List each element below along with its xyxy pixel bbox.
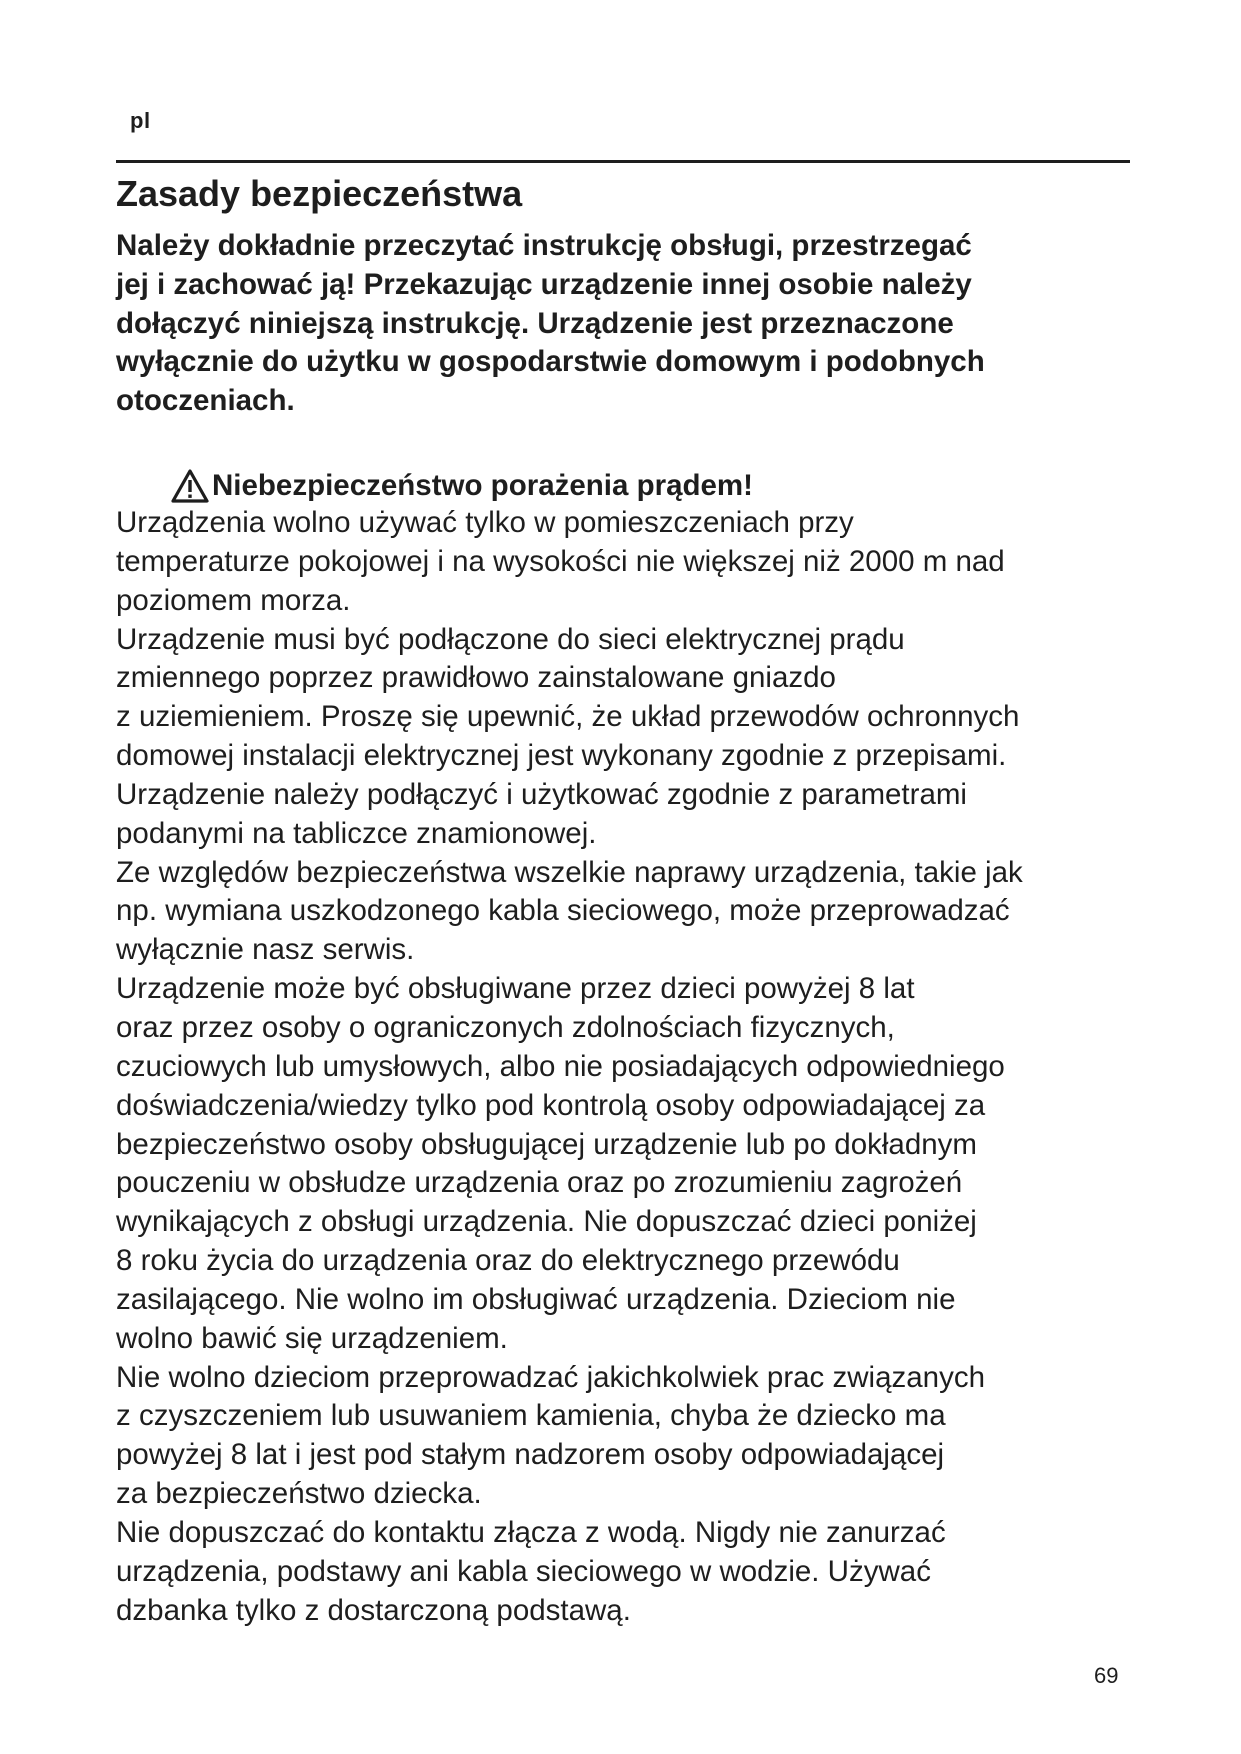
body-line: temperaturze pokojowej i na wysokości nie większej niż 2000 m nad [116, 544, 1005, 578]
body-line: Urządzenia wolno używać tylko w pomieszczeniach przy [116, 506, 854, 539]
body-line: Ze względów bezpieczeństwa wszelkie naprawy urządzenia, takie jak [116, 855, 1023, 889]
body-line: za bezpieczeństwo dziecka. [116, 1477, 482, 1511]
body-line: Urządzenie może być obsługiwane przez dzieci powyżej 8 lat [116, 972, 915, 1006]
body-line: Nie dopuszczać do kontaktu złącza z wodą. Nigdy nie zanurzać [116, 1515, 946, 1549]
body-line: doświadczenia/wiedzy tylko pod kontrolą osoby odpowiadającej za [116, 1088, 986, 1122]
body-line: Nie wolno dzieciom przeprowadzać jakichkolwiek prac związanych [116, 1360, 985, 1394]
body-line: domowej instalacji elektrycznej jest wykonany zgodnie z przepisami. [116, 739, 1007, 773]
body-line: zasilającego. Nie wolno im obsługiwać urządzenia. Dzieciom nie [116, 1282, 956, 1316]
body-line: 8 roku życia do urządzenia oraz do elektrycznego przewódu [116, 1244, 900, 1278]
body-line: z uziemieniem. Proszę się upewnić, że układ przewodów ochronnych [116, 700, 1020, 734]
intro-line: otoczeniach. [116, 384, 295, 418]
language-code: pl [130, 108, 151, 133]
intro-line: dołączyć niniejszą instrukcję. Urządzenie jest przeznaczone [116, 306, 954, 340]
page-number: 69 [1094, 1663, 1119, 1688]
body-line: oraz przez osoby o ograniczonych zdolnościach fizycznych, [116, 1010, 895, 1044]
body-line: powyżej 8 lat i jest pod stałym nadzorem osoby odpowiadającej [116, 1438, 945, 1472]
body-line: bezpieczeństwo osoby obsługującej urządzenie lub po dokładnym [116, 1127, 977, 1161]
body-line: zmiennego poprzez prawidłowo zainstalowane gniazdo [116, 661, 836, 695]
header-divider [116, 160, 1130, 163]
body-line: czuciowych lub umysłowych, albo nie posiadających odpowiedniego [116, 1049, 1005, 1083]
intro-line: jej i zachować ją! Przekazując urządzenie innej osobie należy [116, 267, 972, 301]
body-line: pouczeniu w obsłudze urządzenia oraz po zrozumieniu zagrożeń [116, 1166, 963, 1200]
body-line: wyłącznie nasz serwis. [116, 933, 415, 967]
body-line: Urządzenie musi być podłączone do sieci elektrycznej prądu [116, 622, 905, 656]
body-line: z czyszczeniem lub usuwaniem kamienia, chyba że dziecko ma [116, 1399, 946, 1433]
body-line: dzbanka tylko z dostarczoną podstawą. [116, 1593, 631, 1627]
body-line: urządzenia, podstawy ani kabla sieciowego w wodzie. Używać [116, 1554, 931, 1588]
body-line: poziomem morza. [116, 583, 351, 617]
body-line: wynikających z obsługi urządzenia. Nie dopuszczać dzieci poniżej [116, 1205, 977, 1239]
body-line: podanymi na tabliczce znamionowej. [116, 816, 597, 850]
intro-paragraph [116, 227, 1156, 421]
body-line: Urządzenie należy podłączyć i użytkować zgodnie z parametrami [116, 777, 967, 811]
safety-body-text [116, 504, 1176, 1630]
body-line: np. wymiana uszkodzonego kabla sieciowego, może przeprowadzać [116, 894, 1010, 928]
intro-line: Należy dokładnie przeczytać instrukcję obsługi, przestrzegać [116, 229, 972, 262]
body-line: wolno bawić się urządzeniem. [116, 1321, 508, 1355]
intro-line: wyłącznie do użytku w gospodarstwie domowym i podobnych [116, 345, 985, 379]
page-title: Zasady bezpieczeństwa [116, 173, 523, 214]
warning-heading-text: Niebezpieczeństwo porażenia prądem! [212, 469, 753, 502]
warning-triangle-icon [170, 468, 210, 504]
warning-heading [170, 467, 753, 505]
